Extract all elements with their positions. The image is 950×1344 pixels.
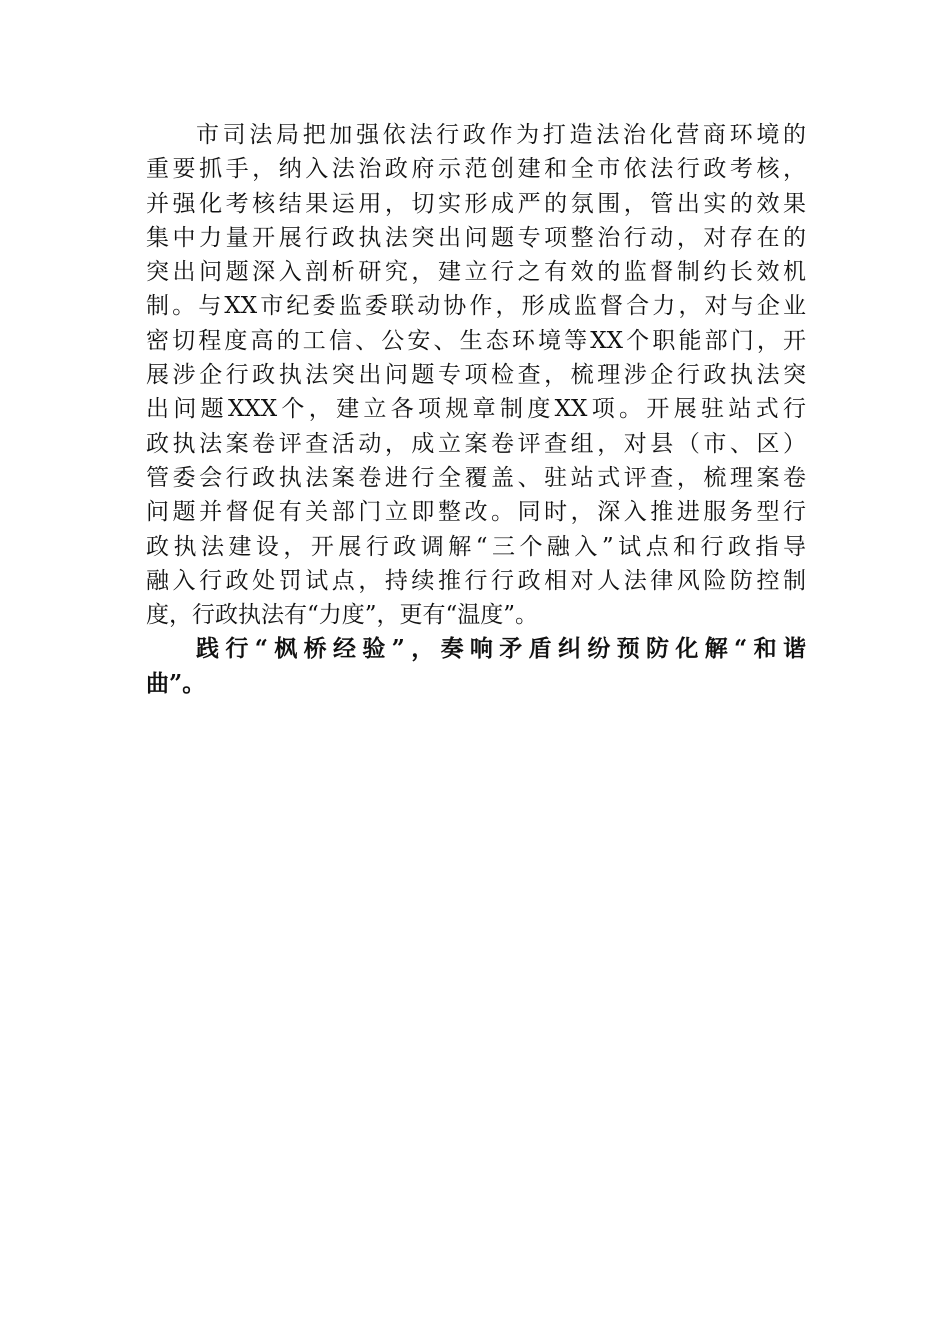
text-line: 制。与XX市纪委监委联动协作，形成监督合力，对与企业: [146, 293, 806, 320]
heading-line: 践行“枫桥经验”，奏响矛盾纠纷预防化解“和谐: [196, 635, 806, 663]
section-heading: [146, 632, 806, 701]
heading-line: 曲”。: [146, 669, 206, 697]
text-line: 问题并督促有关部门立即整改。同时，深入推进服务型行: [146, 499, 806, 526]
text-line: 政执法建设，开展行政调解“三个融入”试点和行政指导: [146, 533, 806, 560]
text-line: 突出问题深入剖析研究，建立行之有效的监督制约长效机: [146, 259, 806, 286]
text-line: 并强化考核结果运用，切实形成严的氛围，管出实的效果: [146, 190, 806, 217]
body-paragraph: [146, 118, 806, 632]
document-body: [146, 118, 806, 701]
text-line: 管委会行政执法案卷进行全覆盖、驻站式评查，梳理案卷: [146, 464, 806, 491]
text-line: 融入行政处罚试点，持续推行行政相对人法律风险防控制: [146, 567, 806, 594]
text-line: 展涉企行政执法突出问题专项检查，梳理涉企行政执法突: [146, 362, 806, 389]
text-line: 集中力量开展行政执法突出问题专项整治行动，对存在的: [146, 224, 806, 251]
text-line: 政执法案卷评查活动，成立案卷评查组，对县（市、区）: [146, 430, 806, 457]
text-line: 市司法局把加强依法行政作为打造法治化营商环境的: [196, 122, 806, 148]
text-line: 出问题XXX个，建立各项规章制度XX项。开展驻站式行: [146, 396, 806, 423]
text-line: 度，行政执法有“力度”，更有“温度”。: [146, 602, 539, 629]
text-line: 重要抓手，纳入法治政府示范创建和全市依法行政考核，: [146, 156, 806, 183]
text-line: 密切程度高的工信、公安、生态环境等XX个职能部门，开: [146, 327, 806, 354]
